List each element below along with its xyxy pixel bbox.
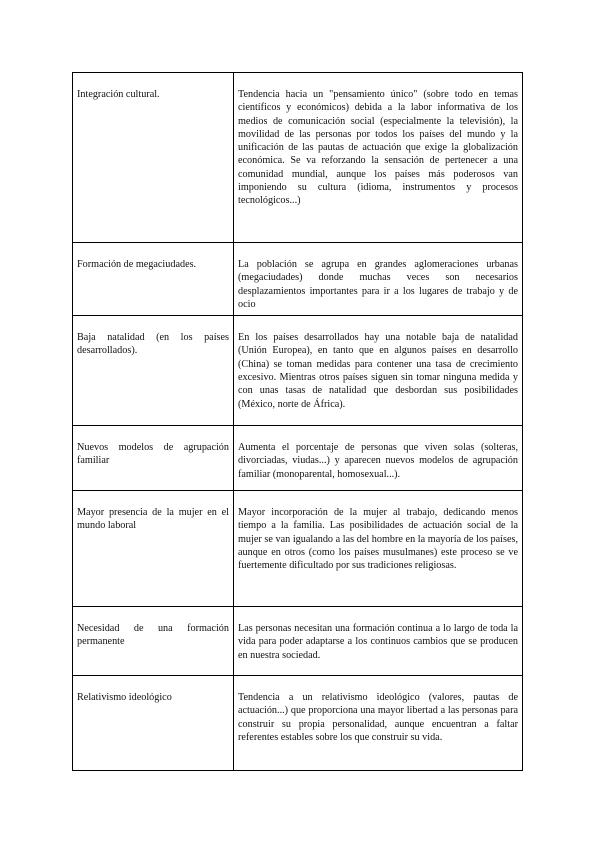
description-cell	[234, 491, 523, 607]
table-row	[73, 73, 523, 243]
concept-cell	[73, 243, 234, 316]
description-text: Tendencia a un relativismo ideológico (valores, pautas de actuación...) que proporciona una mayor libertad a las personas para construir su propia personalidad, aunque encuentran a faltar referentes estables sobre los que construir su vida.	[238, 692, 518, 744]
table-row	[73, 607, 523, 676]
social-trends-table	[72, 72, 523, 771]
description-text: En los países desarrollados hay una notable baja de natalidad (Unión Europea), en tanto que en algunos países en desarrollo (China) se toman medidas para contener una tasa de crecimiento excesivo. Mientras otros países siguen sin tomar ninguna medida y con unas tasas de natalidad que desbordan sus posibilidades (México, norte de África).	[238, 332, 518, 410]
concept-cell	[73, 607, 234, 676]
table-row	[73, 676, 523, 771]
concept-cell	[73, 676, 234, 771]
table-row	[73, 491, 523, 607]
concept-text: Nuevos modelos de agrupación familiar	[77, 442, 229, 467]
table-row	[73, 426, 523, 491]
table-row	[73, 316, 523, 426]
description-cell	[234, 426, 523, 491]
concept-text: Necesidad de una formación permanente	[77, 623, 229, 648]
table-row	[73, 243, 523, 316]
description-text: Mayor incorporación de la mujer al trabajo, dedicando menos tiempo a la familia. Las posibilidades de actuación social de la mujer se van igualando a las del hombre en la mayoría de los países, aunque en otros (como los países musulmanes) este proceso se ve fuertemente dificultado por sus tradiciones religiosas.	[238, 507, 518, 572]
concept-text: Baja natalidad (en los países desarrollados).	[77, 332, 229, 357]
concept-text: Integración cultural.	[77, 89, 160, 100]
concept-text: Formación de megaciudades.	[77, 259, 197, 270]
description-text: La población se agrupa en grandes aglomeraciones urbanas (megaciudades) donde muchas veces son necesarios desplazamientos importantes para ir a los lugares de trabajo y de ocio	[238, 259, 518, 310]
concept-cell	[73, 491, 234, 607]
description-text: Las personas necesitan una formación continua a lo largo de toda la vida para poder adaptarse a los continuos cambios que se producen en nuestra sociedad.	[238, 623, 518, 661]
concept-cell	[73, 73, 234, 243]
concept-cell	[73, 426, 234, 491]
concept-cell	[73, 316, 234, 426]
description-cell	[234, 316, 523, 426]
description-cell	[234, 243, 523, 316]
description-cell	[234, 676, 523, 771]
description-text: Aumenta el porcentaje de personas que viven solas (solteras, divorciadas, viudas...) y aparecen nuevos modelos de agrupación familiar (monoparental, homosexual...).	[238, 442, 518, 480]
description-cell	[234, 607, 523, 676]
concept-text: Relativismo ideológico	[77, 692, 172, 704]
description-text: Tendencia hacia un "pensamiento único" (sobre todo en temas científicos y económicos) debida a la labor informativa de los medios de comunicación social (especialmente la televisión), la movilidad de las personas por todos los países del mundo y la unificación de las pautas de actuación que exige la globalización económica. Se va reforzando la sensación de pertenecer a una comunidad mundial, aunque los países más poderosos van imponiendo su cultura (idioma, instrumentos y procesos tecnológicos...)	[238, 89, 518, 207]
concept-text: Mayor presencia de la mujer en el mundo laboral	[77, 507, 229, 532]
description-cell	[234, 73, 523, 243]
